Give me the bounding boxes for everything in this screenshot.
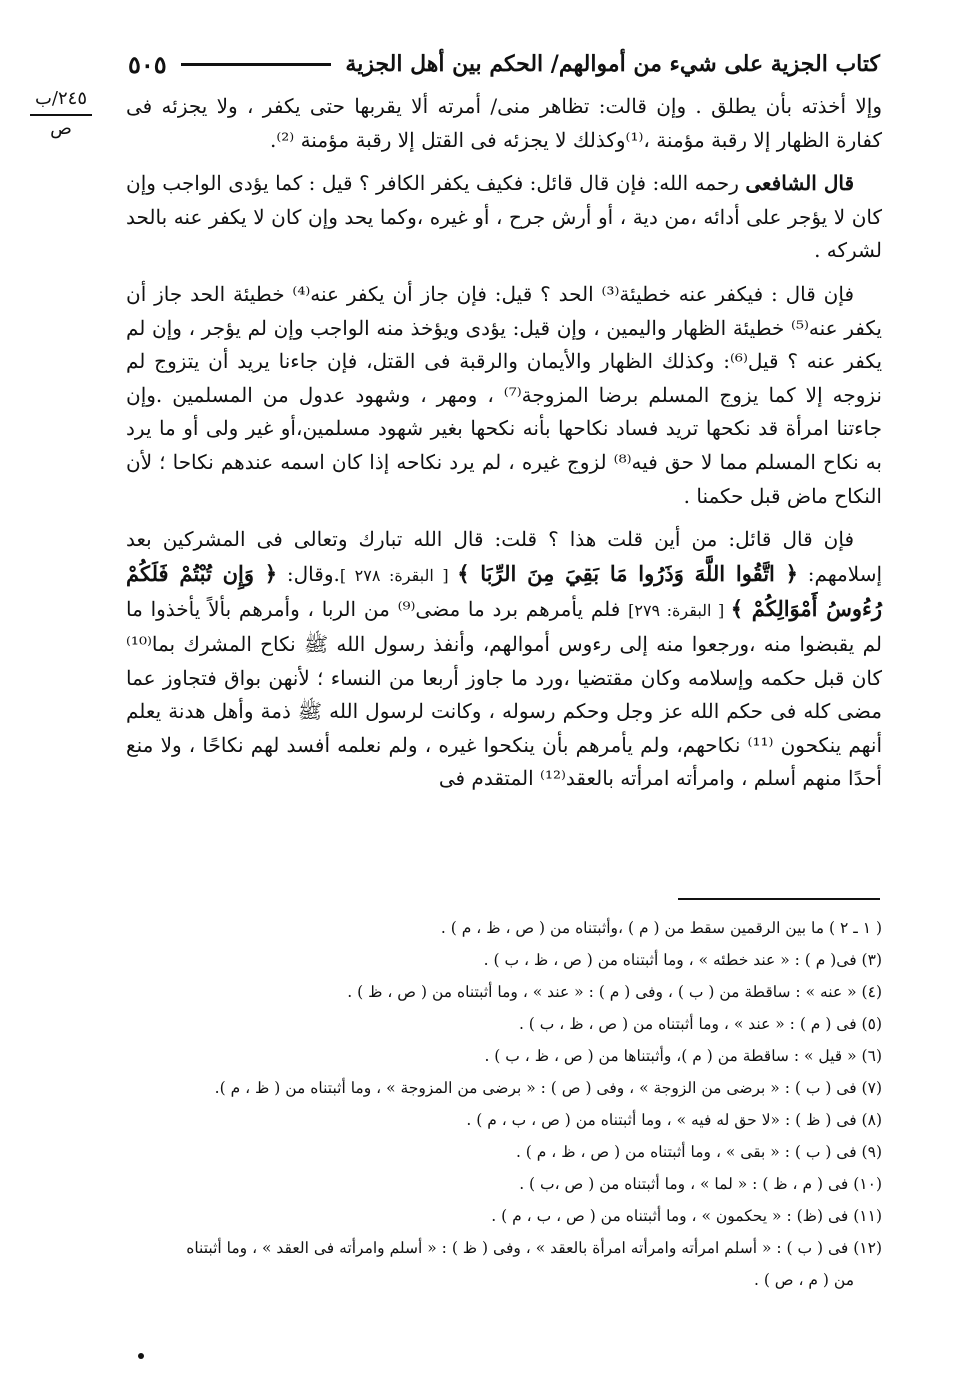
footnote: (١٢) فى ( ب ) : « أسلم امرأته وامرأته امرأة بالعقد » ، وفى ( ظ ) : « أسلم وامرأته فى العقد » ، وما أثبتناه — [186, 1239, 882, 1257]
footnote: (١٠) فى ( م ، ظ ) : « لما » ، وما أثبتناه من ( ص ،ب ) . — [519, 1175, 882, 1193]
paragraph-text: رحمه الله: فإن قال قائل: فكيف يكفر الكافر ؟ قيل : كما يؤدى الواجب وإن كان لا يؤجر على أدائه ،من دية ، أو أرش جرح ، أو غيره ،وكما يحد وإن كان لا يكفر عنه بالحد لشركه . — [126, 171, 882, 263]
quran-verse: ﴿ وَإِن تُبْتُمْ فَلَكُمْ رُءُوسُ أَمْوَالِكُمْ ﴾ — [126, 560, 883, 622]
speaker-name: قال الشافعى — [745, 171, 854, 196]
paragraph — [126, 523, 882, 796]
paragraph-text: فلم يأمرهم برد ما مضى⁽⁹⁾ من الربا ، وأمرهم بألاً يأخذوا ما لم يقبضوا منه ،ورجعوا منه إلى رءوس أموالهم، وأنفذ رسول الله ﷺ نكاح المشرك بما⁽¹⁰⁾ كان قبل حكمه وإسلامه وكان مقتضيا ،ورد ما جاوز أربعا من النساء ؛ لأنهن بواق فتجاوز عما مضى كله فى حكم الله عز وجل وحكم رسوله ، وكانت لرسول الله ﷺ ذمة وأهل هدنة يعلم أنهم ينكحون ⁽¹¹⁾ نكاحهم، ولم يأمرهم بأن ينكحوا غيره ، ولم نعلمه أفسد لهم نكاحًا ، ولا منع أحدًا منهم أسلم ، وامرأته امرأته بالعقد⁽¹²⁾ المتقدم فى — [126, 597, 882, 791]
header-title: كتاب الجزية على شيء من أموالهم/ الحكم بين أهل الجزية — [345, 51, 880, 77]
footnote: (٦) « قيل » : ساقطة من ( م )، وأثبتناها من ( ص ، ظ ، ب ) . — [484, 1047, 882, 1065]
footnote: (٥) فى ( م ) : « عند » ، وما أثبتناه من ( ص ، ظ ، ب ) . — [518, 1015, 882, 1033]
manuscript-siglum: ص — [50, 118, 72, 139]
paragraph — [126, 278, 882, 513]
footnote: (٧) فى ( ب ) : « برضى من الزوجة » ، وفى ( ص ) : « برضى من المزوجة » ، وما أثبتناه من ( ظ ، م ). — [214, 1079, 882, 1097]
footnote-separator — [678, 898, 880, 900]
footnotes — [130, 912, 882, 1296]
main-text — [126, 90, 882, 806]
verse-reference: [ البقرة: ٢٧٨ ] — [339, 565, 458, 585]
paragraph-text: فإن قال : فيكفر عنه خطيئة⁽³⁾ الحد ؟ قيل: فإن جاز أن يكفر عنه⁽⁴⁾ خطيئة الحد جاز أن يكفر عنه⁽⁵⁾ خطيئة الظهار واليمين ، وإن قيل: يؤدى ويؤخذ منه الواجب وإن لم يؤجر ، وإن لم يكفر عنه ؟ قيل⁽⁶⁾: وكذلك الظهار والأيمان والرقبة فى القتل، فإن جاءنا يريد أن يتزوج لم نزوجه إلا كما يزوج المسلم برضا المزوجة⁽⁷⁾ ، ومهر ، وشهود عدول من المسلمين .وإن جاءتنا امرأة قد نكحها تريد فساد نكاحها بأنه نكحها بغير شهود مسلمين،أو غير ولى أو ما يرد به نكاح المسلم مما لا حق فيه⁽⁸⁾ لزوج غيره ، لم يرد نكاحه إذا كان اسمه عندهم نكاحا ؛ لأن النكاح ماض قبل حكمنا . — [126, 281, 883, 508]
footnote: (٣) فى( م ) : « عند خطئه » ، وما أثبتناه من ( ص ، ظ ، ب ) . — [483, 951, 882, 969]
verse-reference: [ البقرة: ٢٧٩] — [628, 601, 731, 621]
footnote: (٨) فى ( ظ ) : «لا حق له فيه » ، وما أثبتناه من ( ص ، ب ، م ) . — [466, 1111, 882, 1129]
footnote-continuation: من ( م ، ص ) . — [753, 1271, 854, 1289]
manuscript-folio: ٢٤٥/ب — [30, 86, 92, 116]
header-rule — [181, 63, 332, 66]
margin-reference — [30, 86, 92, 142]
page-number: ٥٠٥ — [128, 49, 167, 79]
footnote: (١١) فى (ظ) : « يحكمون » ، وما أثبتناه من ( ص ، ب ، م ) . — [491, 1207, 882, 1225]
footnote: (٩) فى ( ب ) : « بقى » ، وما أثبتناه من ( ص ، ظ ، م ) . — [515, 1143, 882, 1161]
footnote: ( ١ ـ ٢ ) ما بين الرقمين سقط من ( م ) ،وأثبتناه من ( ص ، ظ ، م ) . — [440, 919, 882, 937]
footnote: (٤) « عنه » : ساقطة من ( ب ) ، وفى ( م ) : « عند » ، وما أثبتناه من ( ص ، ظ ) . — [347, 983, 882, 1001]
paragraph — [126, 90, 882, 157]
quran-verse: ﴿ اتَّقُوا اللَّهَ وَذَرُوا مَا بَقِيَ مِنَ الرِّبَا ﴾ — [457, 560, 798, 586]
paragraph-text: .وقال: — [277, 561, 340, 586]
paragraph-text: فإن قال قائل: من أين قلت هذا ؟ قلت: قال الله تبارك وتعالى فى المشركين بعد إسلامهم: — [126, 527, 883, 586]
running-header — [128, 44, 880, 84]
scan-mark — [138, 1353, 144, 1359]
paragraph — [126, 167, 882, 268]
paragraph-text: وإلا أخذته بأن يطلق . وإن قالت: تظاهر منى/ أمرته ألا يقربها حتى يكفر ، ولا يجزئه فى كفارة الظهار إلا رقبة مؤمنة ،⁽¹⁾وكذلك لا يجزئه فى القتل إلا رقبة مؤمنة ⁽²⁾. — [126, 94, 882, 152]
